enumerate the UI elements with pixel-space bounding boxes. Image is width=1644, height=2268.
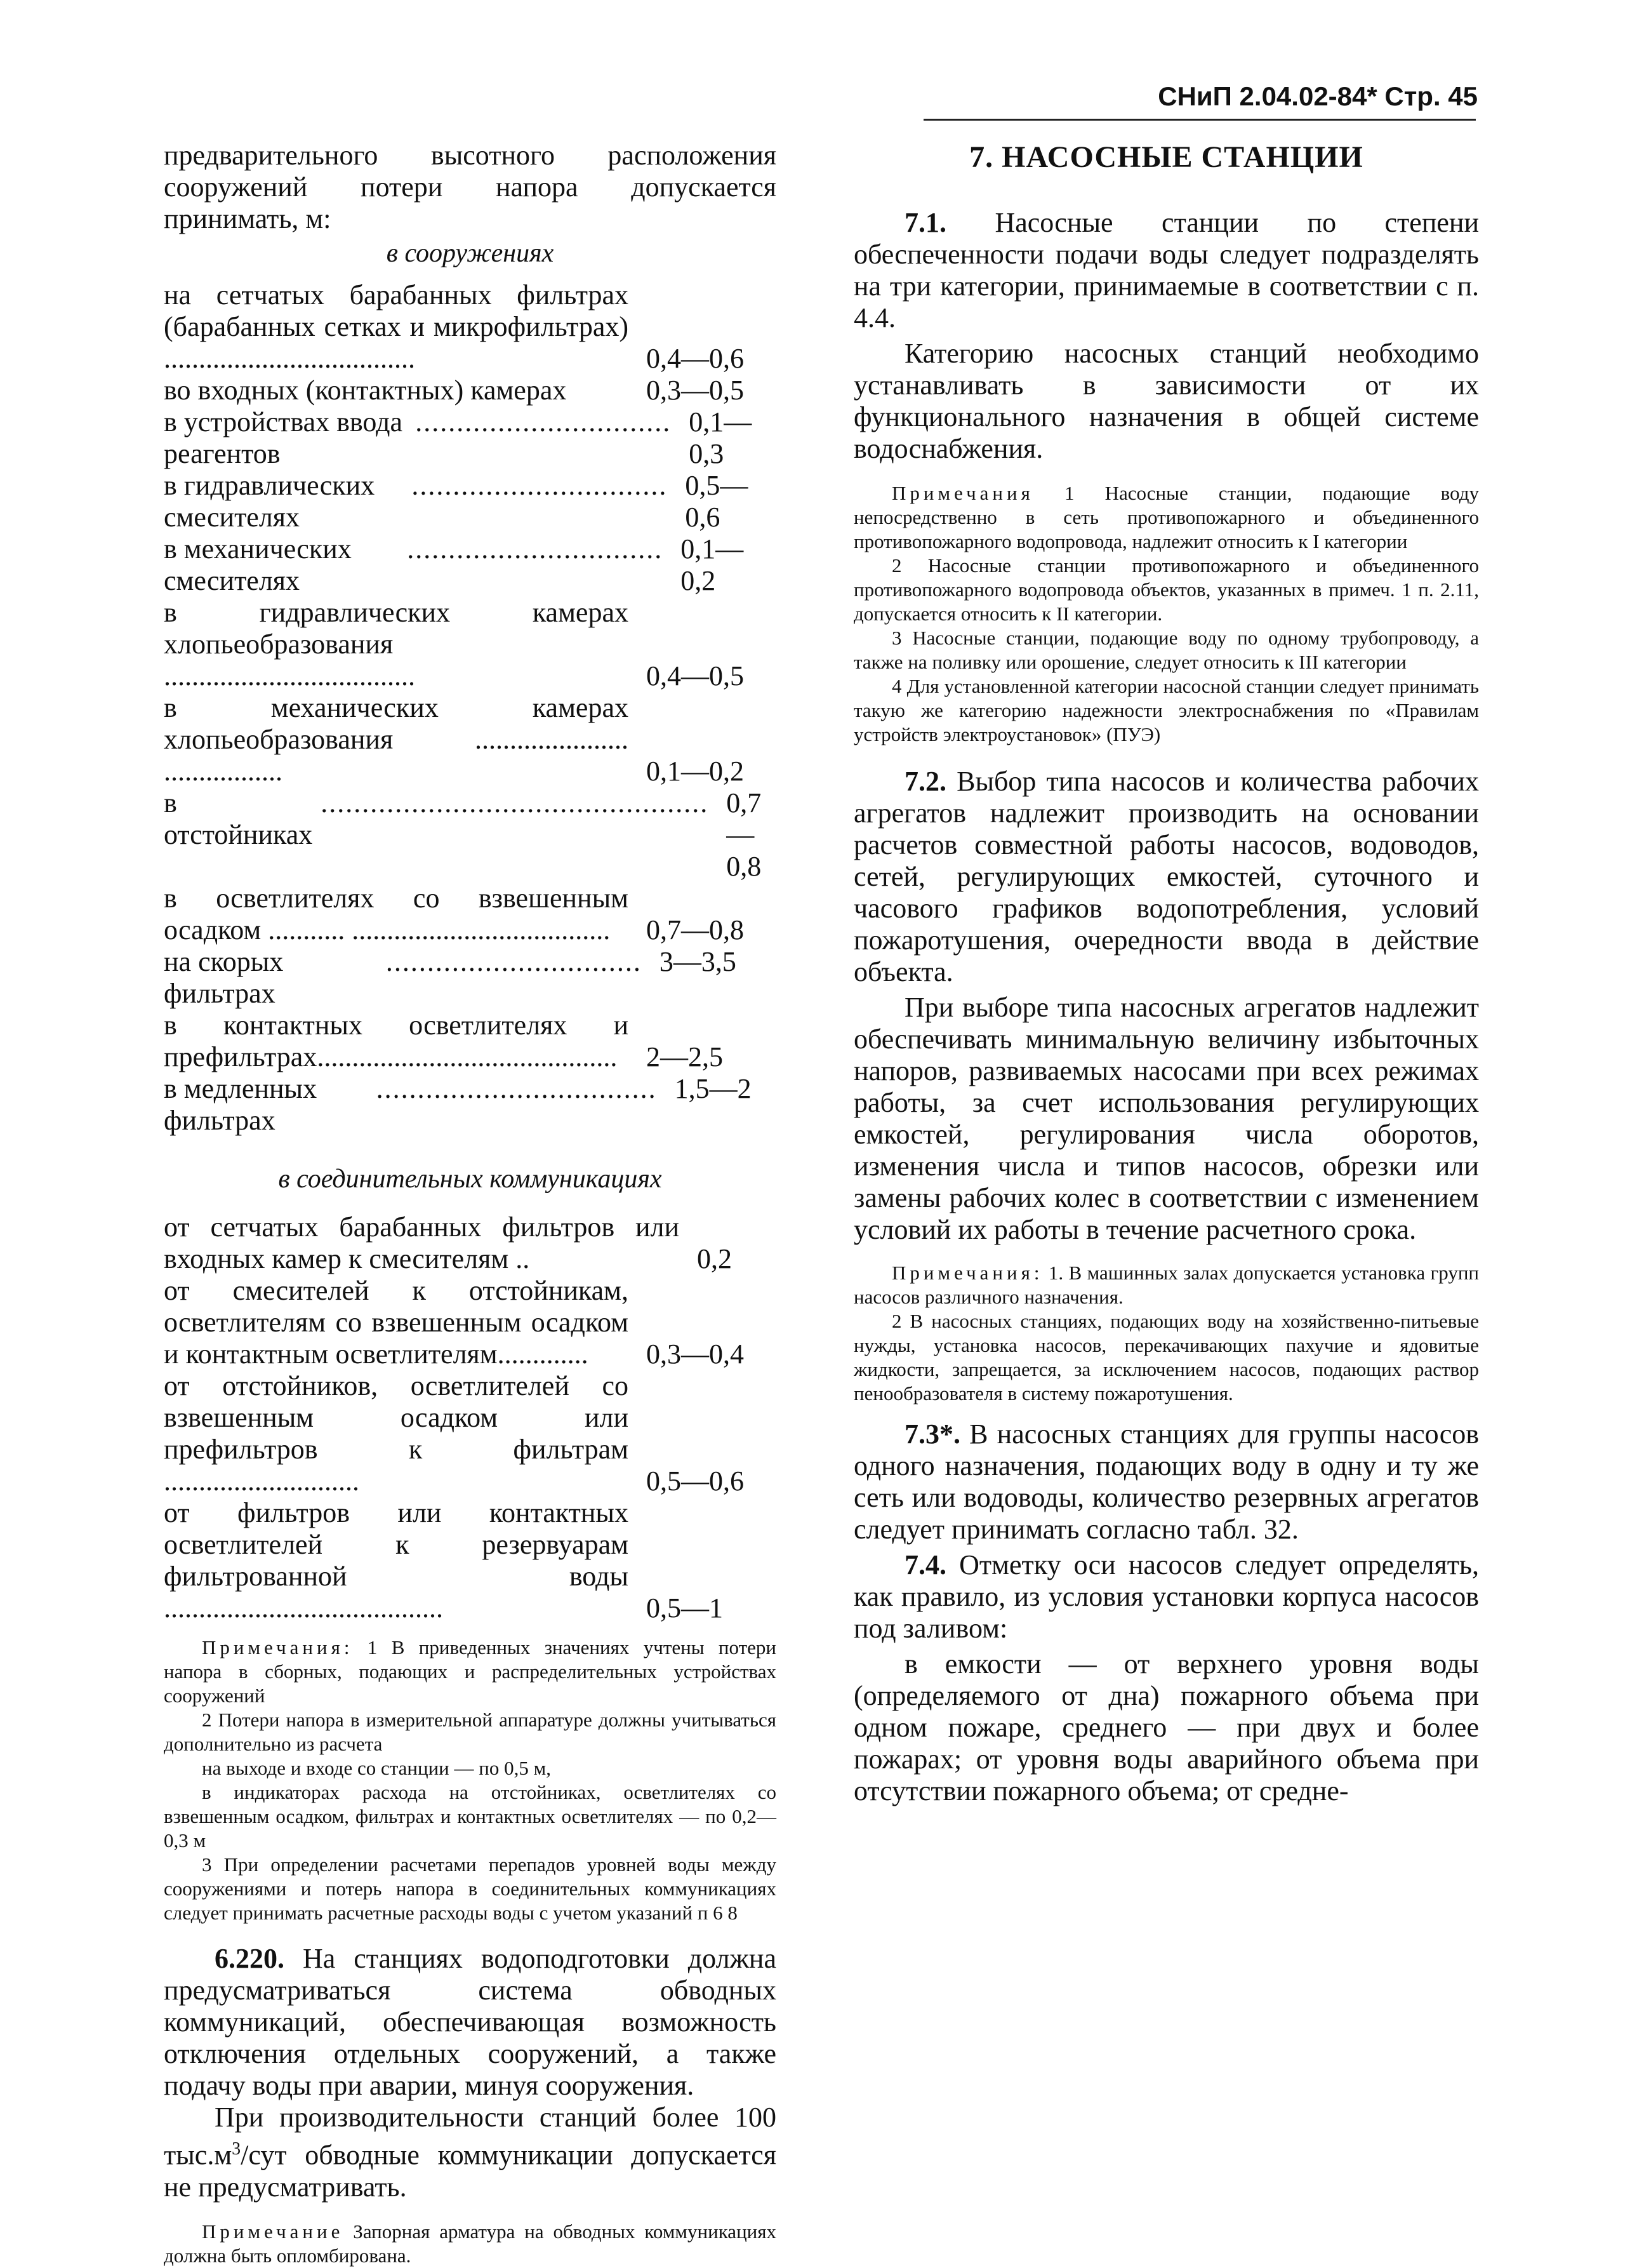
note-item: в индикаторах расхода на отстойниках, осветлителях со взвешенным осадком, фильтрах и контактных осветлителях — по 0,2—0,3 м [164, 1781, 776, 1851]
note-item: 3 При определении расчетами перепадов уровней воды между сооружениями и потерь напора в соединительных коммуникациях следует принимать расчетные расходы воды с учетом указаний п 6 8 [164, 1853, 776, 1924]
row-label: в контактных осветлителях и префильтрах........................................... [164, 1010, 628, 1072]
note-item: Примечания: 1 В приведенных значениях учтены потери напора в сборных, подающих и распределительных устройствах сооружений [164, 1636, 777, 1707]
table-row [164, 533, 776, 597]
row-value: 0,7—0,8 [646, 914, 744, 945]
row-value: 0,2 [697, 1243, 732, 1274]
row-value: 0,4—0,6 [646, 343, 744, 374]
paragraph-7-2-b: При выборе типа насосных агрегатов надлежит обеспечивать минимальную величину избыточных напоров, развиваемых насосами при всех режимах работы, за счет использования регулирующих емкостей, регулирования числа оборотов, изменения числа и типов насосов, обрезки или замены рабочих колес в соответствии с изменением условий их работы в течение расчетного срока. [854, 992, 1479, 1245]
table-row [164, 470, 776, 533]
row-label: в гидравлических камерах хлопьеобразования .................................... [164, 597, 628, 691]
subheading-communications: в соединительных коммуникациях [278, 1164, 662, 1194]
row-label: от сетчатых барабанных фильтров или входных камер к смесителям .. [164, 1211, 679, 1274]
table-row [164, 597, 776, 692]
row-label: в гидравлических смесителях [164, 470, 375, 533]
row-label: в устройствах ввода реагентов [164, 406, 402, 469]
table-row [164, 1010, 776, 1073]
paragraph-7-1-b: Категорию насосных станций необходимо устанавливать в зависимости от их функционального назначения в общей системе водоснабжения. [854, 338, 1479, 464]
table-row [164, 1497, 776, 1624]
table-row [164, 787, 776, 883]
notes-block-7-1 [854, 481, 1479, 747]
notes-block [164, 1636, 776, 1925]
row-label: от фильтров или контактных осветлителей к резервуарам фильтрованной воды ........................................ [164, 1497, 628, 1624]
notes-block-7-2 [854, 1261, 1479, 1406]
table-row [164, 406, 776, 470]
note-item: 2 Потери напора в измерительной аппаратуре должны учитываться дополнительно из расчета [164, 1709, 776, 1755]
table-row [164, 1211, 776, 1275]
dot-leader: ............................... [377, 946, 642, 977]
row-value: 0,5—0,6 [646, 1465, 744, 1497]
dot-leader: ............................... [407, 406, 672, 437]
note-item: на выходе и входе со станции — по 0,5 м, [202, 1757, 551, 1779]
row-value: 0,7—0,8 [726, 787, 762, 882]
table-row [164, 1073, 776, 1137]
notes-heading: Примечания [892, 482, 1034, 504]
row-value: 0,1—0,2 [646, 756, 744, 787]
row-label: от смесителей к отстойникам, осветлителям со взвешенным осадком и контактным осветлителям............. [164, 1275, 628, 1370]
row-label: в механических камерах хлопьеобразования ...................... ................. [164, 692, 628, 787]
note-last: Примечание Запорная арматура на обводных коммуникациях должна быть опломбирована. [164, 2220, 777, 2267]
page-reference: СНиП 2.04.02-84* Стр. 45 [1158, 81, 1478, 111]
paragraph-6-220: 6.220. На станциях водоподготовки должна предусматриваться система обводных коммуникаций, обеспечивающая возможность отключения отдельных сооружений, а также подачу воды при аварии, минуя сооружения. [164, 1943, 777, 2101]
row-label: в осветлителях со взвешенным осадком ........... ..................................... [164, 883, 628, 945]
notes-heading: Примечания: [892, 1262, 1044, 1284]
subheading-structures: в сооружениях [386, 239, 554, 268]
row-value: 0,1—0,3 [689, 406, 752, 469]
row-label: на сетчатых барабанных фильтрах (барабанных сетках и микрофильтрах) .................................... [164, 279, 628, 374]
table-row [164, 279, 776, 375]
left-column [164, 140, 776, 2268]
header-rule [924, 119, 1476, 121]
note-item: 3 Насосные станции, подающие воду по одному трубопроводу, а также на поливку или орошение, следует относить к III категории [854, 627, 1479, 673]
paragraph-6-220-b: При производительности станций более 100 $тыс.м^3$/сут обводные коммуникации допускается не предусматривать. [164, 2102, 776, 2203]
paragraph-7-4-b: в емкости — от верхнего уровня воды (определяемого от дна) пожарного объема при одном пожаре, среднего — при двух и более пожарах; от уровня воды аварийного объема при отсутствии пожарного объема; от средне- [854, 1648, 1479, 1806]
row-label: во входных (контактных) камерах [164, 375, 567, 406]
loss-table-structures [164, 279, 776, 1137]
dot-leader: ............................................... [312, 787, 709, 818]
row-value: 3—3,5 [659, 946, 736, 977]
dot-leader: ............................... [411, 470, 668, 501]
paragraph-7-1: 7.1. Насосные станции по степени обеспеченности подачи воды следует подразделять на три категории, принимаемые в соответствии с п. 4.4. [854, 207, 1479, 333]
row-value: 0,3—0,5 [646, 375, 744, 406]
note-item: 2 Насосные станции противопожарного и объединенного противопожарного водопровода объектов, указанных в примеч. 1 п. 2.11, допускается относить к II категории. [854, 554, 1479, 625]
dot-leader: .................................. [376, 1073, 657, 1104]
row-label: в медленных фильтрах [164, 1073, 317, 1136]
row-value: 0,1—0,2 [680, 533, 744, 596]
intro-text: предварительного высотного расположения сооружений потери напора допускается принимать, м: [164, 140, 776, 234]
row-label: от отстойников, осветлителей со взвешенным осадком или префильтров к фильтрам ............................ [164, 1370, 628, 1497]
table-row [164, 883, 776, 946]
table-row [164, 1275, 776, 1370]
right-column [854, 140, 1479, 1807]
note-item: 4 Для установленной категории насосной станции следует принимать такую же категорию надежности электроснабжения по «Правилам устройств электроустановок» (ПУЭ) [854, 675, 1479, 745]
paragraph-7-2: 7.2. Выбор типа насосов и количества рабочих агрегатов надлежит производить на основании расчетов совместной работы насосов, водоводов, сетей, регулирующих емкостей, суточного и часового графиков водопотребления, условий пожаротушения, очередности ввода в действие объекта. [854, 766, 1479, 987]
notes-heading: Примечания: [202, 1636, 354, 1658]
note-item: Примечания 1 Насосные станции, подающие воду непосредственно в сеть противопожарного и объединенного противопожарного водопровода, надлежит относить к I категории [854, 482, 1479, 552]
row-value: 2—2,5 [646, 1041, 723, 1072]
row-value: 0,3—0,4 [646, 1338, 744, 1370]
table-row [164, 375, 776, 406]
dot-leader: ............................... [407, 533, 663, 564]
row-value: 1,5—2 [674, 1073, 752, 1104]
row-value: 0,5—0,6 [685, 470, 748, 533]
section-title: 7. НАСОСНЫЕ СТАНЦИИ [969, 140, 1363, 174]
row-value: 0,5—1 [646, 1592, 723, 1624]
table-row [164, 946, 776, 1010]
paragraph-7-4: 7.4. Отметку оси насосов следует определять, как правило, из условия установки корпуса насосов под заливом: [854, 1549, 1479, 1644]
row-label: в отстойниках [164, 787, 313, 850]
table-row [164, 692, 776, 787]
table-row [164, 1370, 776, 1497]
paragraph-7-3: 7.3*. В насосных станциях для группы насосов одного назначения, подающих воду в одну и ту же сеть или водоводы, количество резервных агрегатов следует принимать согласно табл. 32. [854, 1418, 1479, 1545]
row-value: 0,4—0,5 [646, 660, 744, 691]
note-item: Примечания: 1. В машинных залах допускается установка групп насосов различного назначения. [854, 1262, 1480, 1308]
row-label: на скорых фильтрах [164, 946, 284, 1009]
loss-table-communications [164, 1211, 776, 1624]
note-last-heading: Примечание [202, 2220, 344, 2243]
row-label: в механических смесителях [164, 533, 352, 596]
note-item: 2 В насосных станциях, подающих воду на хозяйственно-питьевые нужды, установка насосов, перекачивающих пахучие и ядовитые жидкости, запрещается, за исключением насосов, подающих раствор пенообразователя в систему пожаротушения. [854, 1310, 1479, 1404]
